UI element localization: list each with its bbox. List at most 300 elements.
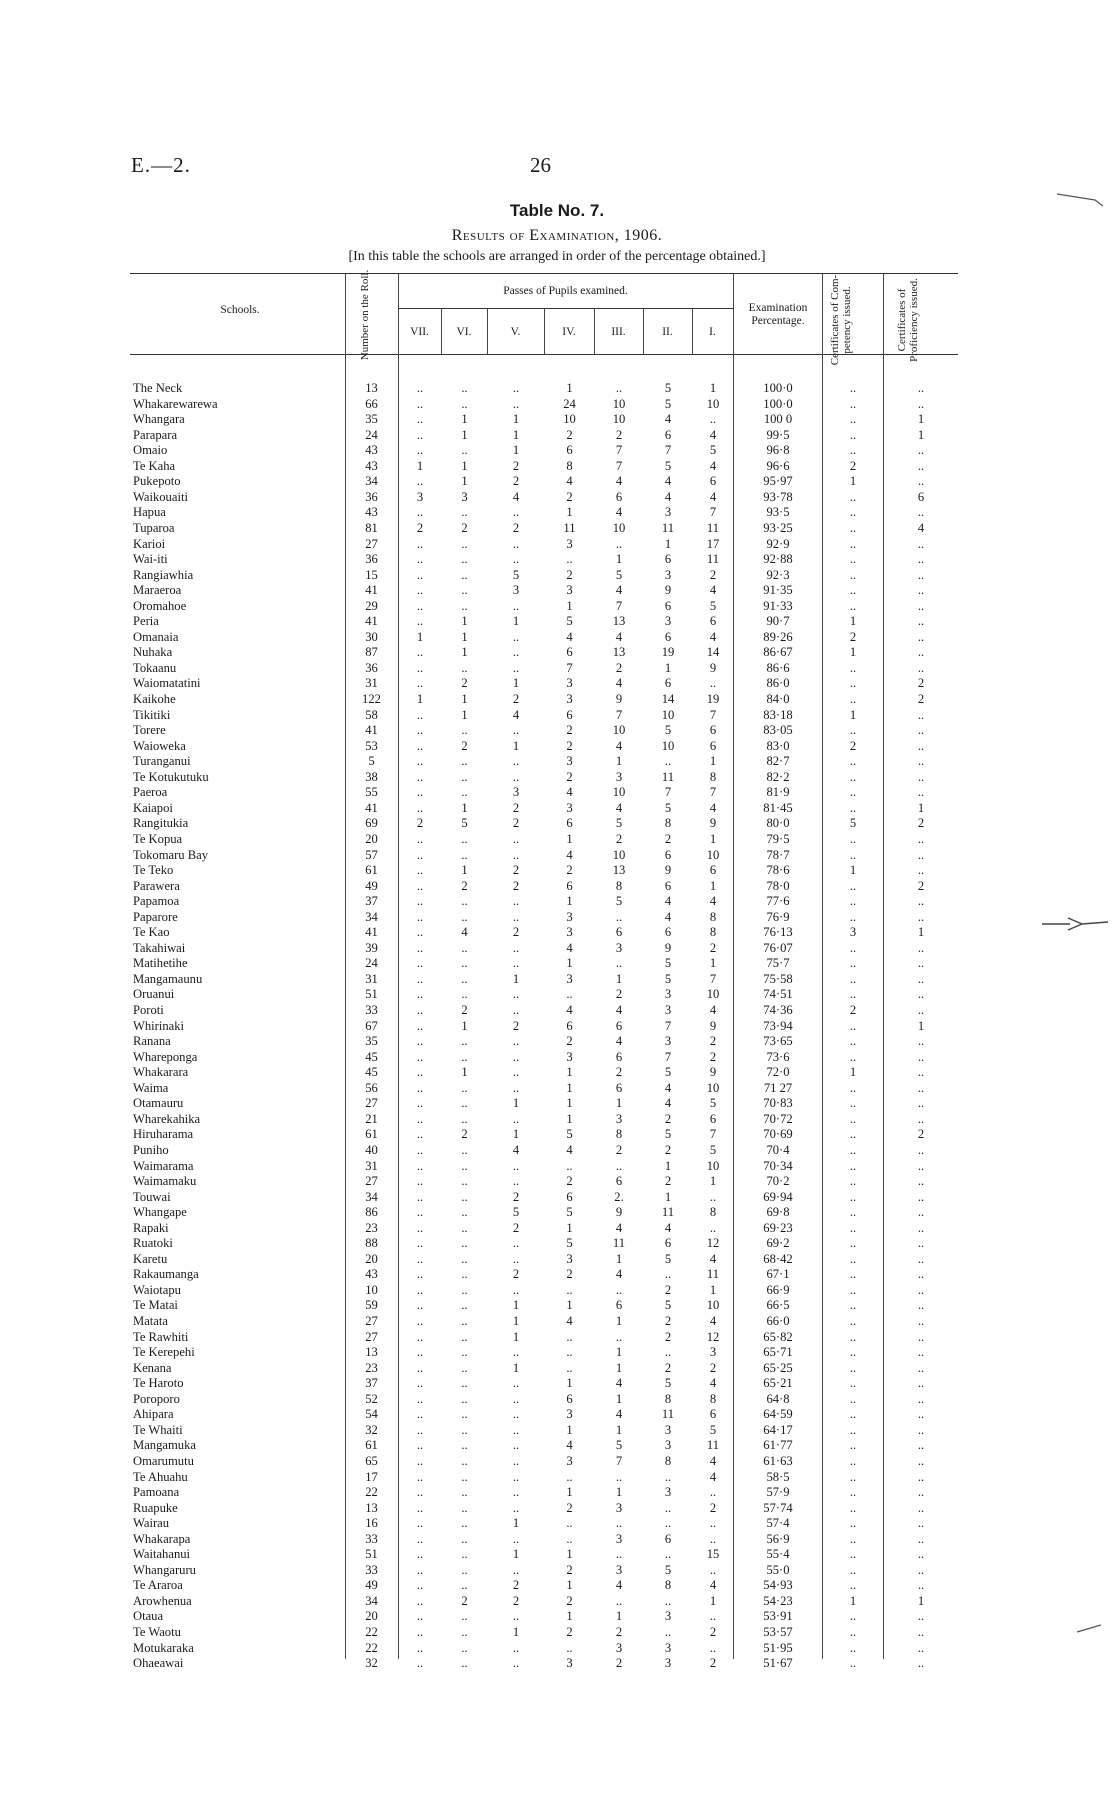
cell-std-vi: 1 — [461, 800, 468, 815]
cell-std-iv: 3 — [566, 536, 573, 551]
cell-std-iv: 3 — [566, 800, 573, 815]
cell-competency: 2 — [849, 738, 857, 753]
cell-std-vii: .. — [416, 443, 424, 458]
cell-std-i: 1 — [709, 831, 717, 846]
table-row — [0, 1641, 1114, 1656]
cell-std-vi: .. — [461, 847, 468, 862]
cell-percentage: 65·82 — [763, 1329, 793, 1344]
cell-std-v: 1 — [512, 738, 520, 753]
cell-std-vii: .. — [416, 1656, 424, 1671]
table-row — [0, 661, 1114, 676]
table-row — [0, 1298, 1114, 1313]
cell-roll: 88 — [365, 1236, 378, 1251]
cell-std-vii: .. — [416, 1593, 424, 1608]
cell-std-i: 6 — [709, 863, 717, 878]
cell-std-ii: 5 — [664, 396, 672, 411]
cell-std-vi: .. — [461, 1640, 468, 1655]
cell-proficiency: .. — [917, 1469, 925, 1484]
cell-school: Poroporo — [133, 1391, 180, 1406]
cell-std-iv: 2 — [566, 567, 573, 582]
cell-std-iii: 4 — [615, 738, 623, 753]
cell-std-vi: 2 — [461, 878, 468, 893]
cell-std-vii: .. — [416, 614, 424, 629]
cell-std-vii: 1 — [416, 458, 424, 473]
cell-roll: 38 — [365, 769, 378, 784]
cell-school: Te Ahuahu — [133, 1469, 188, 1484]
table-title: Table No. 7. — [509, 201, 605, 220]
cell-std-iii: 10 — [612, 785, 626, 800]
table-row — [0, 754, 1114, 769]
cell-std-i: 14 — [706, 645, 720, 660]
cell-roll: 122 — [362, 692, 381, 706]
cell-std-ii: 5 — [664, 381, 672, 395]
cell-std-iv: 2 — [566, 1500, 573, 1515]
cell-percentage: 82·7 — [766, 754, 790, 769]
cell-roll: 36 — [365, 489, 378, 504]
cell-std-iv: 1 — [566, 831, 573, 846]
cell-std-vi: .. — [461, 1158, 468, 1173]
cell-roll: 65 — [365, 1453, 378, 1468]
cell-proficiency: .. — [917, 1080, 925, 1095]
cell-school: Karioi — [133, 536, 166, 551]
cell-std-iii: 1 — [615, 971, 623, 986]
cell-competency: .. — [849, 583, 857, 598]
cell-competency: .. — [849, 1376, 857, 1391]
cell-std-ii: 4 — [664, 894, 672, 909]
cell-std-iv: .. — [566, 1158, 573, 1173]
cell-roll: 33 — [365, 1003, 378, 1017]
cell-school: Te Kaha — [133, 458, 176, 473]
table-row — [0, 723, 1114, 738]
cell-std-vii: .. — [416, 707, 424, 722]
cell-proficiency: .. — [917, 1065, 925, 1080]
cell-std-ii: 10 — [661, 738, 675, 753]
cell-std-ii: 3 — [664, 614, 672, 629]
cell-school: Te Kotukutuku — [133, 769, 209, 784]
cell-std-iv: 1 — [566, 1609, 573, 1624]
passes-header-rule — [398, 308, 733, 309]
cell-std-vi: .. — [461, 754, 468, 769]
cell-std-vi: .. — [461, 1391, 468, 1406]
cell-proficiency: .. — [917, 1562, 925, 1577]
cell-competency: .. — [849, 1516, 857, 1531]
cell-std-iii: 10 — [612, 723, 626, 738]
table-row — [0, 614, 1114, 629]
cell-school: Whakarewarewa — [133, 396, 218, 411]
cell-competency: .. — [849, 1656, 857, 1671]
cell-percentage: 73·65 — [763, 1034, 793, 1049]
cell-school: Kenana — [133, 1360, 172, 1375]
cell-competency: .. — [849, 1562, 857, 1577]
cell-percentage: 51·95 — [763, 1640, 793, 1655]
cell-school: Whakarapa — [133, 1531, 191, 1546]
cell-std-iv: 24 — [563, 396, 576, 411]
cell-std-i: 9 — [709, 660, 717, 675]
cell-std-ii: 9 — [664, 940, 672, 955]
cell-school: Matihetihe — [133, 956, 188, 971]
cell-roll: 87 — [365, 645, 378, 660]
cell-std-v: 1 — [512, 1127, 520, 1142]
cell-percentage: 54·93 — [763, 1578, 793, 1593]
cell-std-v: .. — [512, 1345, 520, 1360]
cell-std-iv: 5 — [566, 1127, 573, 1142]
cell-std-iv: 4 — [566, 940, 573, 955]
cell-proficiency: 1 — [917, 925, 925, 940]
table-row — [0, 848, 1114, 863]
cell-std-vii: .. — [416, 1189, 424, 1204]
cell-std-iii: 3 — [615, 1111, 623, 1126]
cell-school: Motukaraka — [133, 1640, 194, 1655]
cell-competency: .. — [849, 1111, 857, 1126]
cell-proficiency: .. — [917, 1003, 925, 1017]
cell-std-iii: 3 — [615, 1500, 623, 1515]
cell-std-ii: 3 — [664, 1422, 672, 1437]
cell-competency: .. — [849, 1391, 857, 1406]
cell-std-iv: 8 — [566, 458, 573, 473]
cell-std-vi: .. — [461, 1267, 468, 1282]
cell-std-v: .. — [512, 940, 520, 955]
cell-std-iv: 3 — [566, 583, 573, 598]
cell-std-ii: 1 — [664, 660, 672, 675]
cell-std-iii: .. — [615, 1593, 623, 1608]
cell-std-i: 7 — [709, 785, 717, 800]
table-row — [0, 972, 1114, 987]
cell-school: Waimamaku — [133, 1174, 197, 1189]
cell-std-i: 4 — [709, 1003, 717, 1017]
cell-competency: .. — [849, 660, 857, 675]
cell-school: Waitahanui — [133, 1547, 191, 1562]
cell-std-vii: .. — [416, 1609, 424, 1624]
cell-std-iv: 4 — [566, 1142, 573, 1157]
cell-percentage: 76·07 — [763, 940, 793, 955]
cell-percentage: 70·83 — [763, 1096, 793, 1111]
cell-std-vi: .. — [461, 1547, 468, 1562]
cell-std-iv: 4 — [566, 847, 573, 862]
cell-std-vi: .. — [461, 1531, 468, 1546]
table-row — [0, 785, 1114, 800]
cell-percentage: 72·0 — [766, 1065, 790, 1080]
cell-roll: 49 — [365, 1578, 378, 1593]
cell-roll: 34 — [365, 1593, 378, 1608]
cell-percentage: 78·6 — [766, 863, 790, 878]
cell-roll: 41 — [365, 614, 378, 629]
cell-std-iv: .. — [566, 1329, 573, 1344]
cell-competency: .. — [849, 598, 857, 613]
cell-std-iii: 3 — [615, 1640, 623, 1655]
header-v: V. — [510, 326, 521, 338]
cell-std-ii: 6 — [664, 598, 672, 613]
cell-std-ii: 7 — [664, 785, 672, 800]
cell-proficiency: .. — [917, 909, 925, 924]
cell-std-vii: .. — [416, 505, 424, 520]
cell-competency: .. — [849, 971, 857, 986]
cell-std-iv: 2 — [566, 489, 573, 504]
cell-proficiency: .. — [917, 940, 925, 955]
cell-percentage: 64·8 — [766, 1391, 790, 1406]
cell-school: Torere — [133, 723, 166, 738]
cell-std-ii: 9 — [664, 863, 672, 878]
cell-std-vi: 1 — [461, 645, 468, 660]
cell-school: Mangamaunu — [133, 971, 203, 986]
cell-roll: 39 — [365, 940, 378, 955]
cell-roll: 22 — [365, 1640, 378, 1655]
cell-competency: 2 — [849, 458, 857, 473]
cell-percentage: 53·91 — [763, 1609, 793, 1624]
cell-std-v: .. — [512, 1391, 520, 1406]
cell-std-iii: 2 — [615, 1065, 623, 1080]
cell-roll: 27 — [365, 536, 378, 551]
cell-percentage: 54·23 — [763, 1593, 793, 1608]
cell-std-vi: 1 — [461, 458, 468, 473]
cell-std-vii: .. — [416, 598, 424, 613]
cell-std-vi: .. — [461, 956, 468, 971]
cell-percentage: 71 27 — [763, 1080, 793, 1095]
cell-std-iv: 7 — [566, 660, 573, 675]
cell-std-i: 4 — [709, 1453, 717, 1468]
cell-std-ii: 3 — [664, 505, 672, 520]
cell-proficiency: .. — [917, 1547, 925, 1562]
cell-std-vii: .. — [416, 1314, 424, 1328]
cell-percentage: 65·21 — [763, 1376, 793, 1391]
cell-school: Ruapuke — [133, 1500, 178, 1515]
cell-std-vi: .. — [461, 1438, 468, 1453]
cell-std-ii: 3 — [664, 567, 672, 582]
cell-std-ii: 3 — [664, 1003, 672, 1017]
cell-std-iii: 1 — [615, 1360, 623, 1375]
table-row — [0, 1609, 1114, 1624]
cell-std-i: 11 — [706, 1438, 720, 1453]
cell-std-i: .. — [709, 1562, 717, 1577]
table-row — [0, 1221, 1114, 1236]
cell-proficiency: .. — [917, 396, 925, 411]
cell-std-v: .. — [512, 1376, 520, 1391]
cell-proficiency: .. — [917, 1111, 925, 1126]
cell-std-v: .. — [512, 396, 520, 411]
cell-std-ii: 3 — [664, 1640, 672, 1655]
cell-std-v: 2 — [512, 1018, 520, 1033]
cell-proficiency: .. — [917, 614, 925, 629]
cell-proficiency: .. — [917, 1453, 925, 1468]
cell-percentage: 79·5 — [766, 831, 790, 846]
cell-std-iii: 13 — [612, 614, 626, 629]
cell-proficiency: .. — [917, 1034, 925, 1049]
cell-percentage: 57·74 — [763, 1500, 793, 1515]
table-row — [0, 1236, 1114, 1251]
cell-school: Arowhenua — [133, 1593, 192, 1608]
cell-std-vii: .. — [416, 1469, 424, 1484]
cell-std-v: 3 — [512, 785, 520, 800]
cell-std-iv: 3 — [566, 1049, 573, 1064]
table-row — [0, 537, 1114, 552]
cell-competency: .. — [849, 676, 857, 691]
cell-school: Te Whaiti — [133, 1422, 183, 1437]
cell-std-iv: 1 — [566, 894, 573, 909]
cell-school: Paparore — [133, 909, 178, 924]
cell-proficiency: .. — [917, 629, 925, 644]
cell-std-vii: .. — [416, 723, 424, 738]
cell-percentage: 86·0 — [766, 676, 790, 691]
cell-competency: .. — [849, 1453, 857, 1468]
cell-proficiency: .. — [917, 381, 925, 395]
cell-std-iii: 2 — [615, 1656, 623, 1671]
cell-percentage: 86·6 — [766, 660, 790, 675]
cell-roll: 34 — [365, 474, 378, 489]
cell-std-vii: .. — [416, 987, 424, 1002]
cell-std-i: 6 — [709, 1407, 717, 1422]
cell-std-ii: 2 — [664, 1360, 672, 1375]
cell-proficiency: .. — [917, 552, 925, 567]
cell-roll: 45 — [365, 1065, 378, 1080]
cell-proficiency: .. — [917, 1500, 925, 1515]
cell-roll: 61 — [365, 863, 378, 878]
cell-std-vii: .. — [416, 1236, 424, 1251]
cell-std-iii: 4 — [615, 676, 623, 691]
cell-school: Ohaeawai — [133, 1656, 184, 1671]
cell-std-iii: 2 — [615, 831, 623, 846]
cell-std-vii: .. — [416, 1034, 424, 1049]
cell-std-iii: 11 — [612, 1236, 626, 1251]
table-row — [0, 1267, 1114, 1282]
cell-std-iii: 1 — [615, 754, 623, 769]
cell-std-v: .. — [512, 598, 520, 613]
cell-competency: .. — [849, 1127, 857, 1142]
cell-std-iv: 2 — [566, 863, 573, 878]
cell-proficiency: .. — [917, 1267, 925, 1282]
header-competency: Certificates of Com-petency issued. — [829, 274, 853, 366]
cell-std-iv: 2 — [566, 738, 573, 753]
cell-std-v: 2 — [512, 863, 520, 878]
header-vi: VI. — [456, 326, 472, 338]
cell-proficiency: .. — [917, 956, 925, 971]
cell-competency: .. — [849, 489, 857, 504]
cell-school: The Neck — [133, 381, 183, 395]
cell-roll: 66 — [365, 396, 378, 411]
cell-competency: 5 — [849, 816, 857, 831]
cell-roll: 35 — [365, 1034, 378, 1049]
cell-percentage: 83·05 — [763, 723, 793, 738]
cell-std-i: .. — [709, 1189, 717, 1204]
cell-std-i: 10 — [706, 396, 720, 411]
cell-std-vii: .. — [416, 1500, 424, 1515]
cell-std-vii: .. — [416, 738, 424, 753]
cell-std-vi: .. — [461, 443, 468, 458]
cell-std-v: 2 — [512, 816, 520, 831]
cell-std-iv: 2 — [566, 1593, 573, 1608]
cell-std-iv: .. — [566, 552, 573, 567]
cell-std-ii: 5 — [664, 723, 672, 738]
cell-std-i: 6 — [709, 614, 717, 629]
cell-std-vii: .. — [416, 956, 424, 971]
cell-percentage: 69·2 — [766, 1236, 790, 1251]
cell-competency: .. — [849, 412, 857, 427]
cell-std-i: 9 — [709, 816, 717, 831]
cell-percentage: 81·9 — [766, 785, 790, 800]
cell-std-v: .. — [512, 769, 520, 784]
cell-roll: 49 — [365, 878, 378, 893]
cell-std-iv: 3 — [566, 754, 573, 769]
cell-std-iii: 7 — [615, 458, 623, 473]
cell-std-iii: 4 — [615, 1407, 623, 1422]
cell-std-iii: 10 — [612, 520, 626, 535]
cell-std-vii: .. — [416, 1376, 424, 1391]
cell-competency: .. — [849, 1142, 857, 1157]
cell-std-vi: .. — [461, 1578, 468, 1593]
cell-std-v: 2 — [512, 474, 520, 489]
cell-roll: 23 — [365, 1360, 378, 1375]
cell-proficiency: .. — [917, 1329, 925, 1344]
cell-school: Whangaruru — [133, 1562, 196, 1577]
cell-std-v: .. — [512, 1453, 520, 1468]
cell-std-i: 1 — [709, 878, 717, 893]
cell-competency: .. — [849, 1360, 857, 1375]
cell-competency: .. — [849, 1469, 857, 1484]
cell-percentage: 74·36 — [763, 1003, 793, 1017]
cell-std-ii: 6 — [664, 925, 672, 940]
cell-percentage: 84·0 — [766, 692, 790, 706]
cell-std-ii: 5 — [664, 800, 672, 815]
cell-std-iv: 11 — [563, 520, 576, 535]
cell-roll: 41 — [365, 583, 378, 598]
cell-proficiency: .. — [917, 785, 925, 800]
cell-school: Wairau — [133, 1516, 170, 1531]
cell-competency: .. — [849, 1422, 857, 1437]
cell-std-vii: .. — [416, 552, 424, 567]
cell-std-ii: 4 — [664, 412, 672, 427]
cell-school: Omarumutu — [133, 1453, 194, 1468]
cell-std-vi: 5 — [461, 816, 468, 831]
cell-roll: 35 — [365, 412, 378, 427]
cell-std-vii: .. — [416, 1065, 424, 1080]
cell-std-vi: .. — [461, 1096, 468, 1111]
cell-std-v: 2 — [512, 800, 520, 815]
cell-school: Whareponga — [133, 1049, 198, 1064]
cell-std-iv: 1 — [566, 381, 573, 395]
cell-std-iii: 5 — [615, 567, 623, 582]
cell-std-vi: .. — [461, 1049, 468, 1064]
cell-std-v: 1 — [512, 1360, 520, 1375]
cell-std-iii: 9 — [615, 1205, 623, 1220]
cell-percentage: 80·0 — [766, 816, 790, 831]
cell-competency: .. — [849, 723, 857, 738]
cell-std-i: 6 — [709, 474, 717, 489]
cell-std-ii: 6 — [664, 552, 672, 567]
cell-percentage: 67·1 — [766, 1267, 790, 1282]
cell-std-ii: 4 — [664, 1096, 672, 1111]
cell-std-v: .. — [512, 1609, 520, 1624]
cell-roll: 17 — [365, 1469, 378, 1484]
cell-std-vi: .. — [461, 567, 468, 582]
cell-roll: 27 — [365, 1174, 378, 1189]
cell-proficiency: 2 — [917, 676, 925, 691]
cell-std-vi: .. — [461, 1251, 468, 1266]
cell-std-i: 4 — [709, 800, 717, 815]
cell-competency: .. — [849, 785, 857, 800]
cell-std-vii: .. — [416, 1438, 424, 1453]
cell-competency: .. — [849, 769, 857, 784]
margin-arrow-mark — [1040, 912, 1110, 936]
cell-std-vi: .. — [461, 1329, 468, 1344]
cell-school: Waima — [133, 1080, 169, 1095]
cell-roll: 40 — [365, 1142, 378, 1157]
cell-std-iv: 3 — [566, 1251, 573, 1266]
cell-percentage: 100·0 — [763, 381, 793, 395]
cell-proficiency: .. — [917, 505, 925, 520]
cell-roll: 43 — [365, 1267, 378, 1282]
cell-std-vi: 2 — [461, 738, 468, 753]
cell-std-ii: 3 — [664, 1609, 672, 1624]
cell-percentage: 95·97 — [763, 474, 793, 489]
header-ii: II. — [662, 326, 673, 338]
